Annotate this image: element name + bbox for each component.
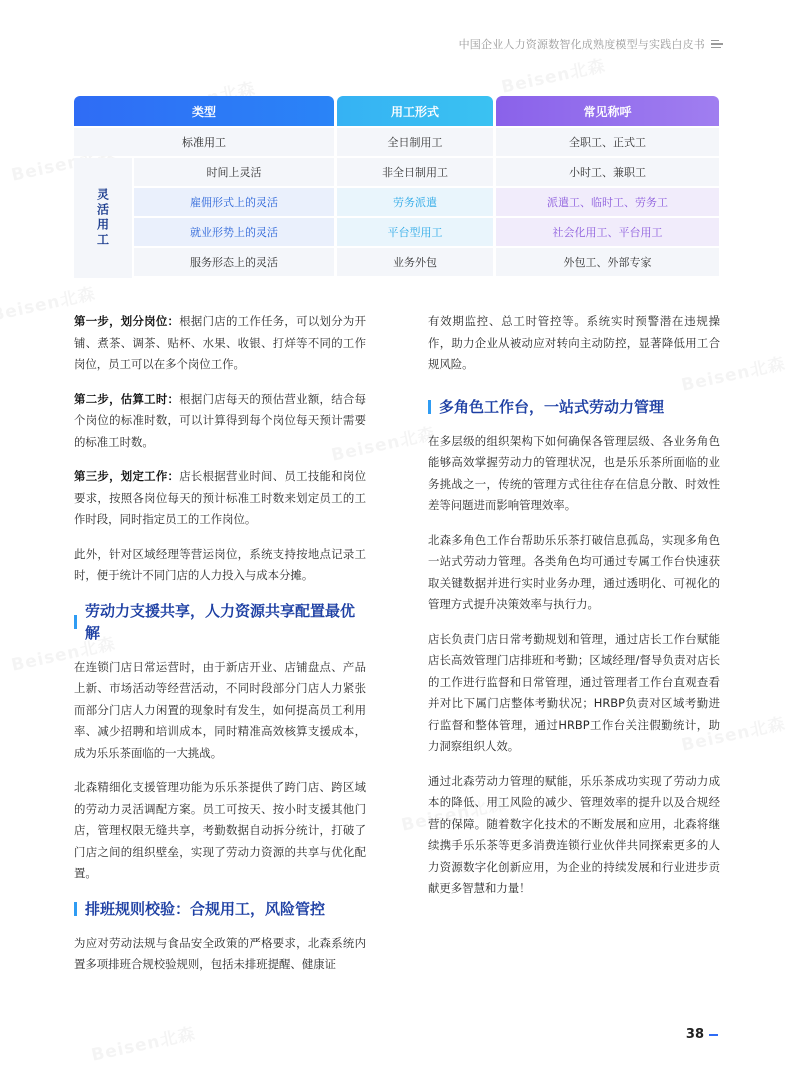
flex-employment-group [74, 158, 334, 278]
flex-label-text: 灵活用工 [95, 188, 110, 248]
header-type: 类型 [74, 96, 334, 126]
paragraph [74, 389, 366, 454]
table-cell: 平台型用工 [337, 218, 493, 246]
table-cell: 非全日制用工 [337, 158, 493, 186]
page-number [686, 1027, 718, 1042]
employment-types-table [74, 96, 719, 278]
paragraph: 此外，针对区域经理等营运岗位，系统支持按地点记录工时，便于统计不同门店的人力投入与成本分摊。 [74, 546, 366, 582]
section-title [428, 396, 720, 418]
flex-subtypes [134, 158, 334, 278]
paragraph: 通过北森劳动力管理的赋能，乐乐茶成功实现了劳动力成本的降低、用工风险的减少、管理效率的提升以及合规经营的保障。随着数字化技术的不断发展和应用，北森将继续携手乐乐茶等更多消费连锁行业伙伴共同探索更多的人力资源数字化创新应用，为企业的持续发展和行业进步贡献更多智慧和力量！ [428, 773, 720, 895]
left-column [74, 311, 366, 989]
table-cell: 雇佣形式上的灵活 [134, 188, 334, 216]
section-title [74, 898, 366, 920]
section-title-text: 劳动力支援共享，人力资源共享配置最优解 [84, 601, 355, 642]
table-cell: 时间上灵活 [134, 158, 334, 186]
table-body [74, 128, 719, 278]
page-number-text: 38 [685, 1027, 704, 1042]
step2-title: 第二步，估算工时： [74, 391, 180, 406]
watermark [89, 1019, 198, 1066]
section-title-text: 多角色工作台，一站式劳动力管理 [439, 397, 665, 416]
table-cell: 业务外包 [337, 248, 493, 276]
section-bar-icon [74, 902, 77, 916]
paragraph: 在多层级的组织架构下如何确保各管理层级、各业务角色能够高效掌握劳动力的管理状况，也是乐乐茶所面临的业务挑战之一，传统的管理方式往往存在信息分散、时效性差等问题进而影响管理效率。 [428, 433, 720, 512]
flex-label [74, 158, 132, 278]
paragraph: 北森多角色工作台帮助乐乐茶打破信息孤岛，实现多角色一站式劳动力管理。各类角色均可通过专属工作台快速获取关键数据并进行实时业务办理，通过透明化、可视化的管理方式提升决策效率与执行力。 [428, 532, 720, 611]
paragraph: 在连锁门店日常运营时，由于新店开业、店铺盘点、产品上新、市场活动等经营活动，不同时段部分门店人力紧张而部分门店人力闲置的现象时有发生，如何提高员工利用率、减少招聘和培训成本，同时精准高效核算支援成本，成为乐乐茶面临的一大挑战。 [74, 659, 366, 760]
page-dash-icon [709, 1034, 718, 1036]
page-header [459, 36, 723, 52]
step3-title: 第三步，划定工作： [74, 469, 180, 483]
table-header [74, 96, 719, 126]
table-cell: 就业形势上的灵活 [134, 218, 334, 246]
form-column [337, 128, 493, 278]
step1-text: 根据门店的工作任务，可以划分为开铺、煮茶、调茶、贴杯、水果、收银、打烊等不同的工作岗位，员工可以在多个岗位工作。 [74, 314, 366, 371]
table-cell: 标准用工 [74, 128, 334, 156]
table-cell: 劳务派遣 [337, 188, 493, 216]
header-name: 常见称呼 [496, 96, 719, 126]
table-cell: 小时工、兼职工 [496, 158, 719, 186]
section-title [74, 600, 366, 644]
header-form: 用工形式 [337, 96, 493, 126]
table-cell: 社会化用工、平台用工 [496, 218, 719, 246]
paragraph [74, 466, 366, 531]
paragraph [74, 311, 366, 376]
watermark [499, 51, 608, 98]
right-column [428, 311, 720, 913]
name-column [496, 128, 719, 278]
section-title-text: 排班规则校验：合规用工，风险管控 [85, 899, 326, 918]
step3-text: 店长根据营业时间、员工技能和岗位要求，按照各岗位每天的预计标准工时数来划定员工的工作时段，同时指定员工的工作岗位。 [74, 469, 366, 526]
table-cell: 派遣工、临时工、劳务工 [496, 188, 719, 216]
type-column [74, 128, 334, 278]
table-cell: 外包工、外部专家 [496, 248, 719, 276]
menu-lines-icon [711, 40, 723, 49]
header-title: 中国企业人力资源数智化成熟度模型与实践白皮书 [458, 38, 705, 51]
paragraph: 北森精细化支援管理功能为乐乐茶提供了跨门店、跨区域的劳动力灵活调配方案。员工可按天、按小时支援其他门店，管理权限无缝共享，考勤数据自动拆分统计，打破了门店之间的组织壁垒，实现了劳动力资源的共享与优化配置。 [74, 780, 366, 880]
paragraph: 为应对劳动法规与食品安全政策的严格要求，北森系统内置多项排班合规校验规则，包括未排班提醒、健康证 [74, 935, 366, 971]
table-cell: 全日制用工 [337, 128, 493, 156]
section-bar-icon [428, 400, 431, 414]
table-cell: 全职工、正式工 [496, 128, 719, 156]
paragraph: 有效期监控、总工时管控等。系统实时预警潜在违规操作，助力企业从被动应对转向主动防控，显著降低用工合规风险。 [428, 314, 720, 371]
section-bar-icon [74, 615, 77, 629]
paragraph: 店长负责门店日常考勤规划和管理，通过店长工作台赋能店长高效管理门店排班和考勤；区域经理/督导负责对店长的工作进行监督和日常管理，通过管理者工作台直观查看并对比下属门店整体考勤状况；HRBP负责对区域考勤进行监督和整体管理，通过HRBP工作台关注假勤统计，助力洞察组织人效。 [428, 631, 720, 753]
table-cell: 服务形态上的灵活 [134, 248, 334, 276]
step2-text: 根据门店每天的预估营业额，结合每个岗位的标准时数，可以计算得到每个岗位每天预计需要的标准工时数。 [74, 391, 366, 449]
step1-title: 第一步，划分岗位： [74, 314, 180, 328]
